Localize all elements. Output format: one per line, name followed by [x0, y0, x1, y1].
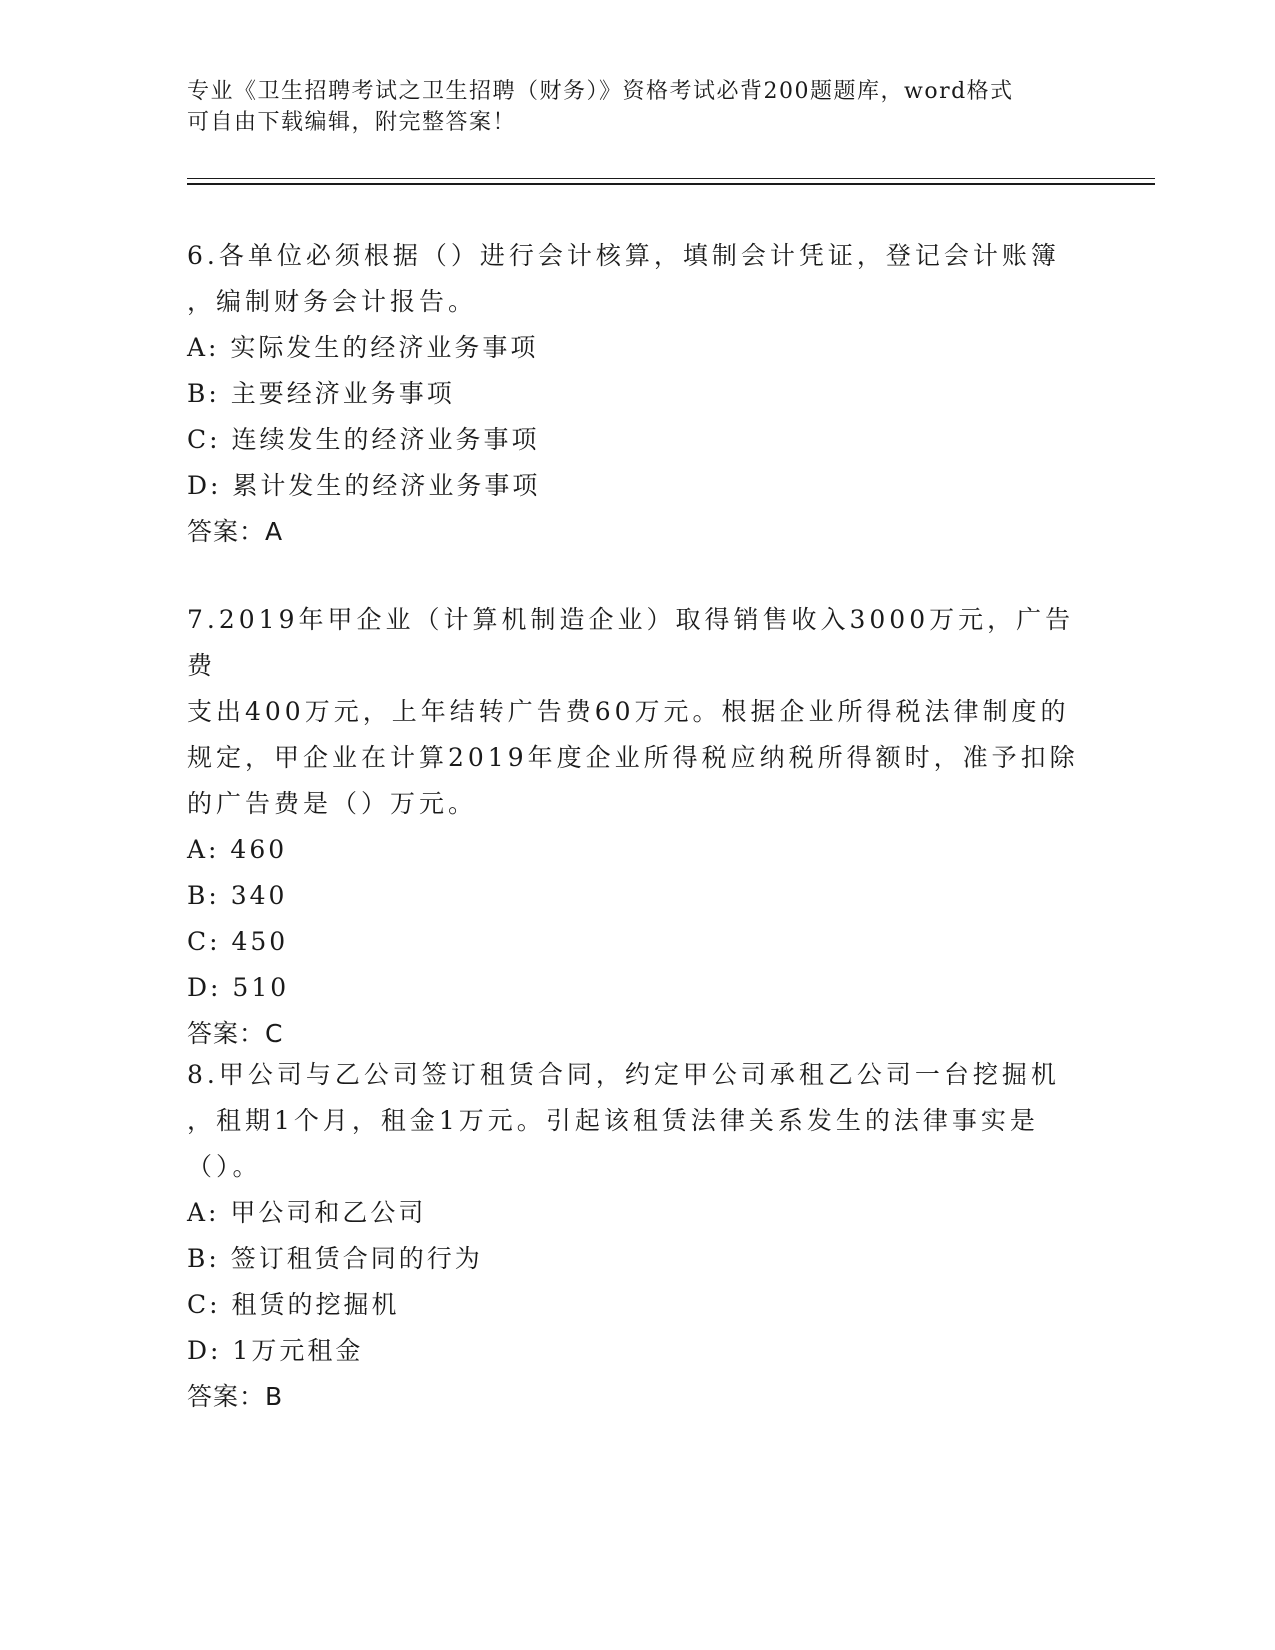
question-stem	[187, 1052, 1087, 1190]
option-c: C: 连续发生的经济业务事项	[187, 425, 540, 454]
option-b: B: 主要经济业务事项	[187, 379, 455, 408]
option-a: A: 460	[187, 835, 288, 864]
question-6	[187, 233, 1087, 555]
option-b: B: 签订租赁合同的行为	[187, 1244, 483, 1273]
option-c: C: 450	[187, 927, 289, 956]
option-d: D: 累计发生的经济业务事项	[187, 471, 541, 500]
stem-line: 8.甲公司与乙公司签订租赁合同，约定甲公司承租乙公司一台挖掘机	[187, 1060, 1060, 1089]
option-a: A: 实际发生的经济业务事项	[187, 333, 539, 362]
stem-line: 6.各单位必须根据（）进行会计核算，填制会计凭证，登记会计账簿	[187, 241, 1060, 270]
question-stem	[187, 233, 1087, 325]
answer-line: 答案：A	[187, 517, 284, 546]
stem-line: 的广告费是（）万元。	[187, 789, 478, 818]
header-line-2: 可自由下载编辑，附完整答案！	[187, 110, 517, 135]
stem-line: 7.2019年甲企业（计算机制造企业）取得销售收入3000万元，广告费	[187, 605, 1075, 680]
header-divider-thick	[187, 183, 1155, 185]
option-c: C: 租赁的挖掘机	[187, 1290, 400, 1319]
document-header	[187, 76, 1087, 138]
header-divider-thin	[187, 178, 1155, 179]
option-d: D: 510	[187, 973, 290, 1002]
stem-line: ，租期1个月，租金1万元。引起该租赁法律关系发生的法律事实是	[187, 1106, 1039, 1135]
stem-line: ，编制财务会计报告。	[187, 287, 478, 316]
answer-line: 答案：C	[187, 1019, 284, 1048]
stem-line: 规定，甲企业在计算2019年度企业所得税应纳税所得额时，准予扣除	[187, 743, 1079, 772]
stem-line: 支出400万元，上年结转广告费60万元。根据企业所得税法律制度的	[187, 697, 1070, 726]
option-a: A: 甲公司和乙公司	[187, 1198, 427, 1227]
question-stem	[187, 597, 1087, 827]
question-7	[187, 597, 1087, 1057]
answer-line: 答案：B	[187, 1382, 284, 1411]
option-d: D: 1万元租金	[187, 1336, 364, 1365]
header-line-1: 专业《卫生招聘考试之卫生招聘（财务）》资格考试必背200题题库，word格式	[187, 79, 1014, 104]
question-8	[187, 1052, 1087, 1420]
option-b: B: 340	[187, 881, 288, 910]
stem-line: （）。	[187, 1152, 262, 1181]
